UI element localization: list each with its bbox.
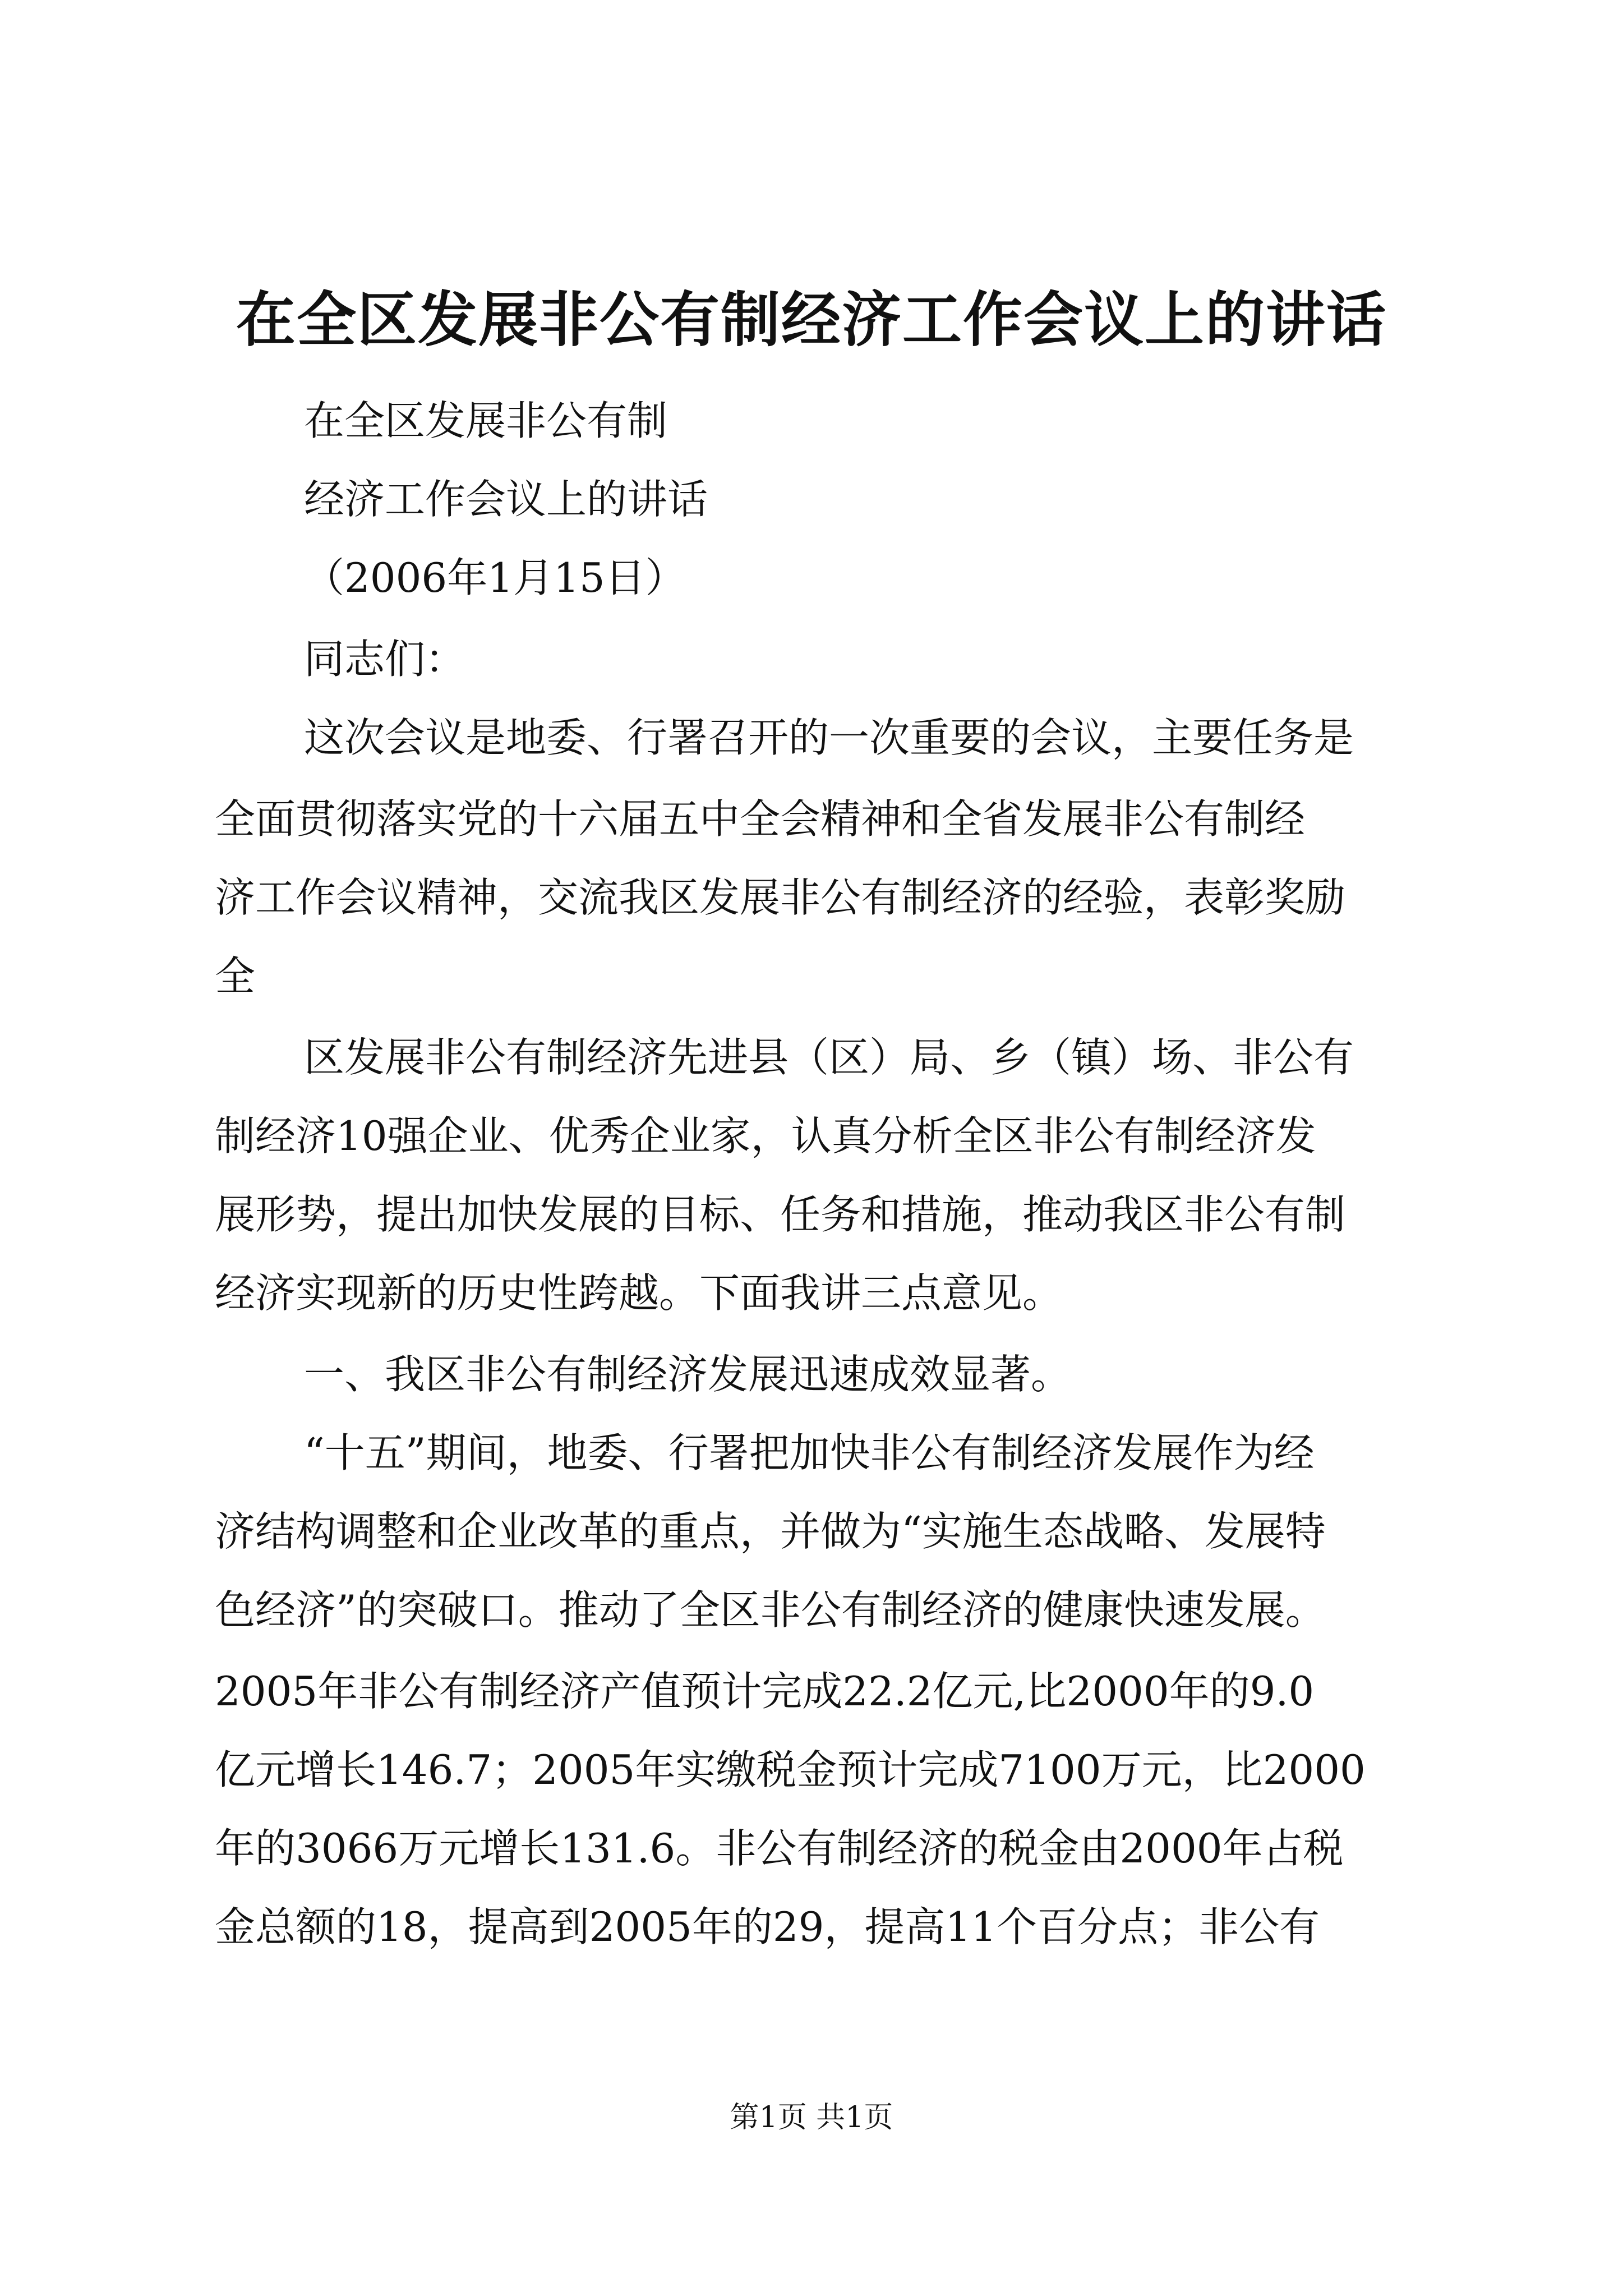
body-line: 年的3066万元增长131.6。非公有制经济的税金由2000年占税	[215, 1825, 1344, 1872]
section-heading: 一、我区非公有制经济发展迅速成效显著。	[304, 1351, 1072, 1398]
document-title: 在全区发展非公有制经济工作会议上的讲话	[236, 284, 1387, 355]
body-line: 亿元增长146.7；2005年实缴税金预计完成7100万元，比2000	[215, 1746, 1366, 1793]
body-line: 区发展非公有制经济先进县（区）局、乡（镇）场、非公有	[304, 1034, 1354, 1081]
body-line: 全面贯彻落实党的十六届五中全会精神和全省发展非公有制经	[215, 795, 1306, 843]
body-line: 展形势，提出加快发展的目标、任务和措施，推动我区非公有制	[215, 1191, 1346, 1238]
body-line: 这次会议是地委、行署召开的一次重要的会议，主要任务是	[304, 714, 1354, 761]
body-line: 经济实现新的历史性跨越。下面我讲三点意见。	[215, 1269, 1063, 1317]
body-line: “十五”期间，地委、行署把加快非公有制经济发展作为经	[304, 1429, 1315, 1476]
body-line: 济工作会议精神，交流我区发展非公有制经济的经验，表彰奖励	[215, 874, 1346, 921]
body-line: 制经济10强企业、优秀企业家，认真分析全区非公有制经济发	[215, 1112, 1316, 1159]
subtitle-line-1: 在全区发展非公有制	[304, 397, 668, 444]
page-footer: 第1页 共1页	[730, 2101, 893, 2134]
date-line: （2006年1月15日）	[304, 554, 686, 601]
body-line: 全	[215, 953, 256, 1000]
salutation: 同志们：	[304, 636, 466, 683]
body-line: 色经济”的突破口。推动了全区非公有制经济的健康快速发展。	[215, 1586, 1326, 1634]
subtitle-line-2: 经济工作会议上的讲话	[304, 476, 708, 523]
body-line: 2005年非公有制经济产值预计完成22.2亿元,比2000年的9.0	[215, 1668, 1315, 1715]
body-line: 金总额的18，提高到2005年的29，提高11个百分点；非公有	[215, 1903, 1320, 1950]
body-line: 济结构调整和企业改革的重点，并做为“实施生态战略、发展特	[215, 1508, 1326, 1555]
